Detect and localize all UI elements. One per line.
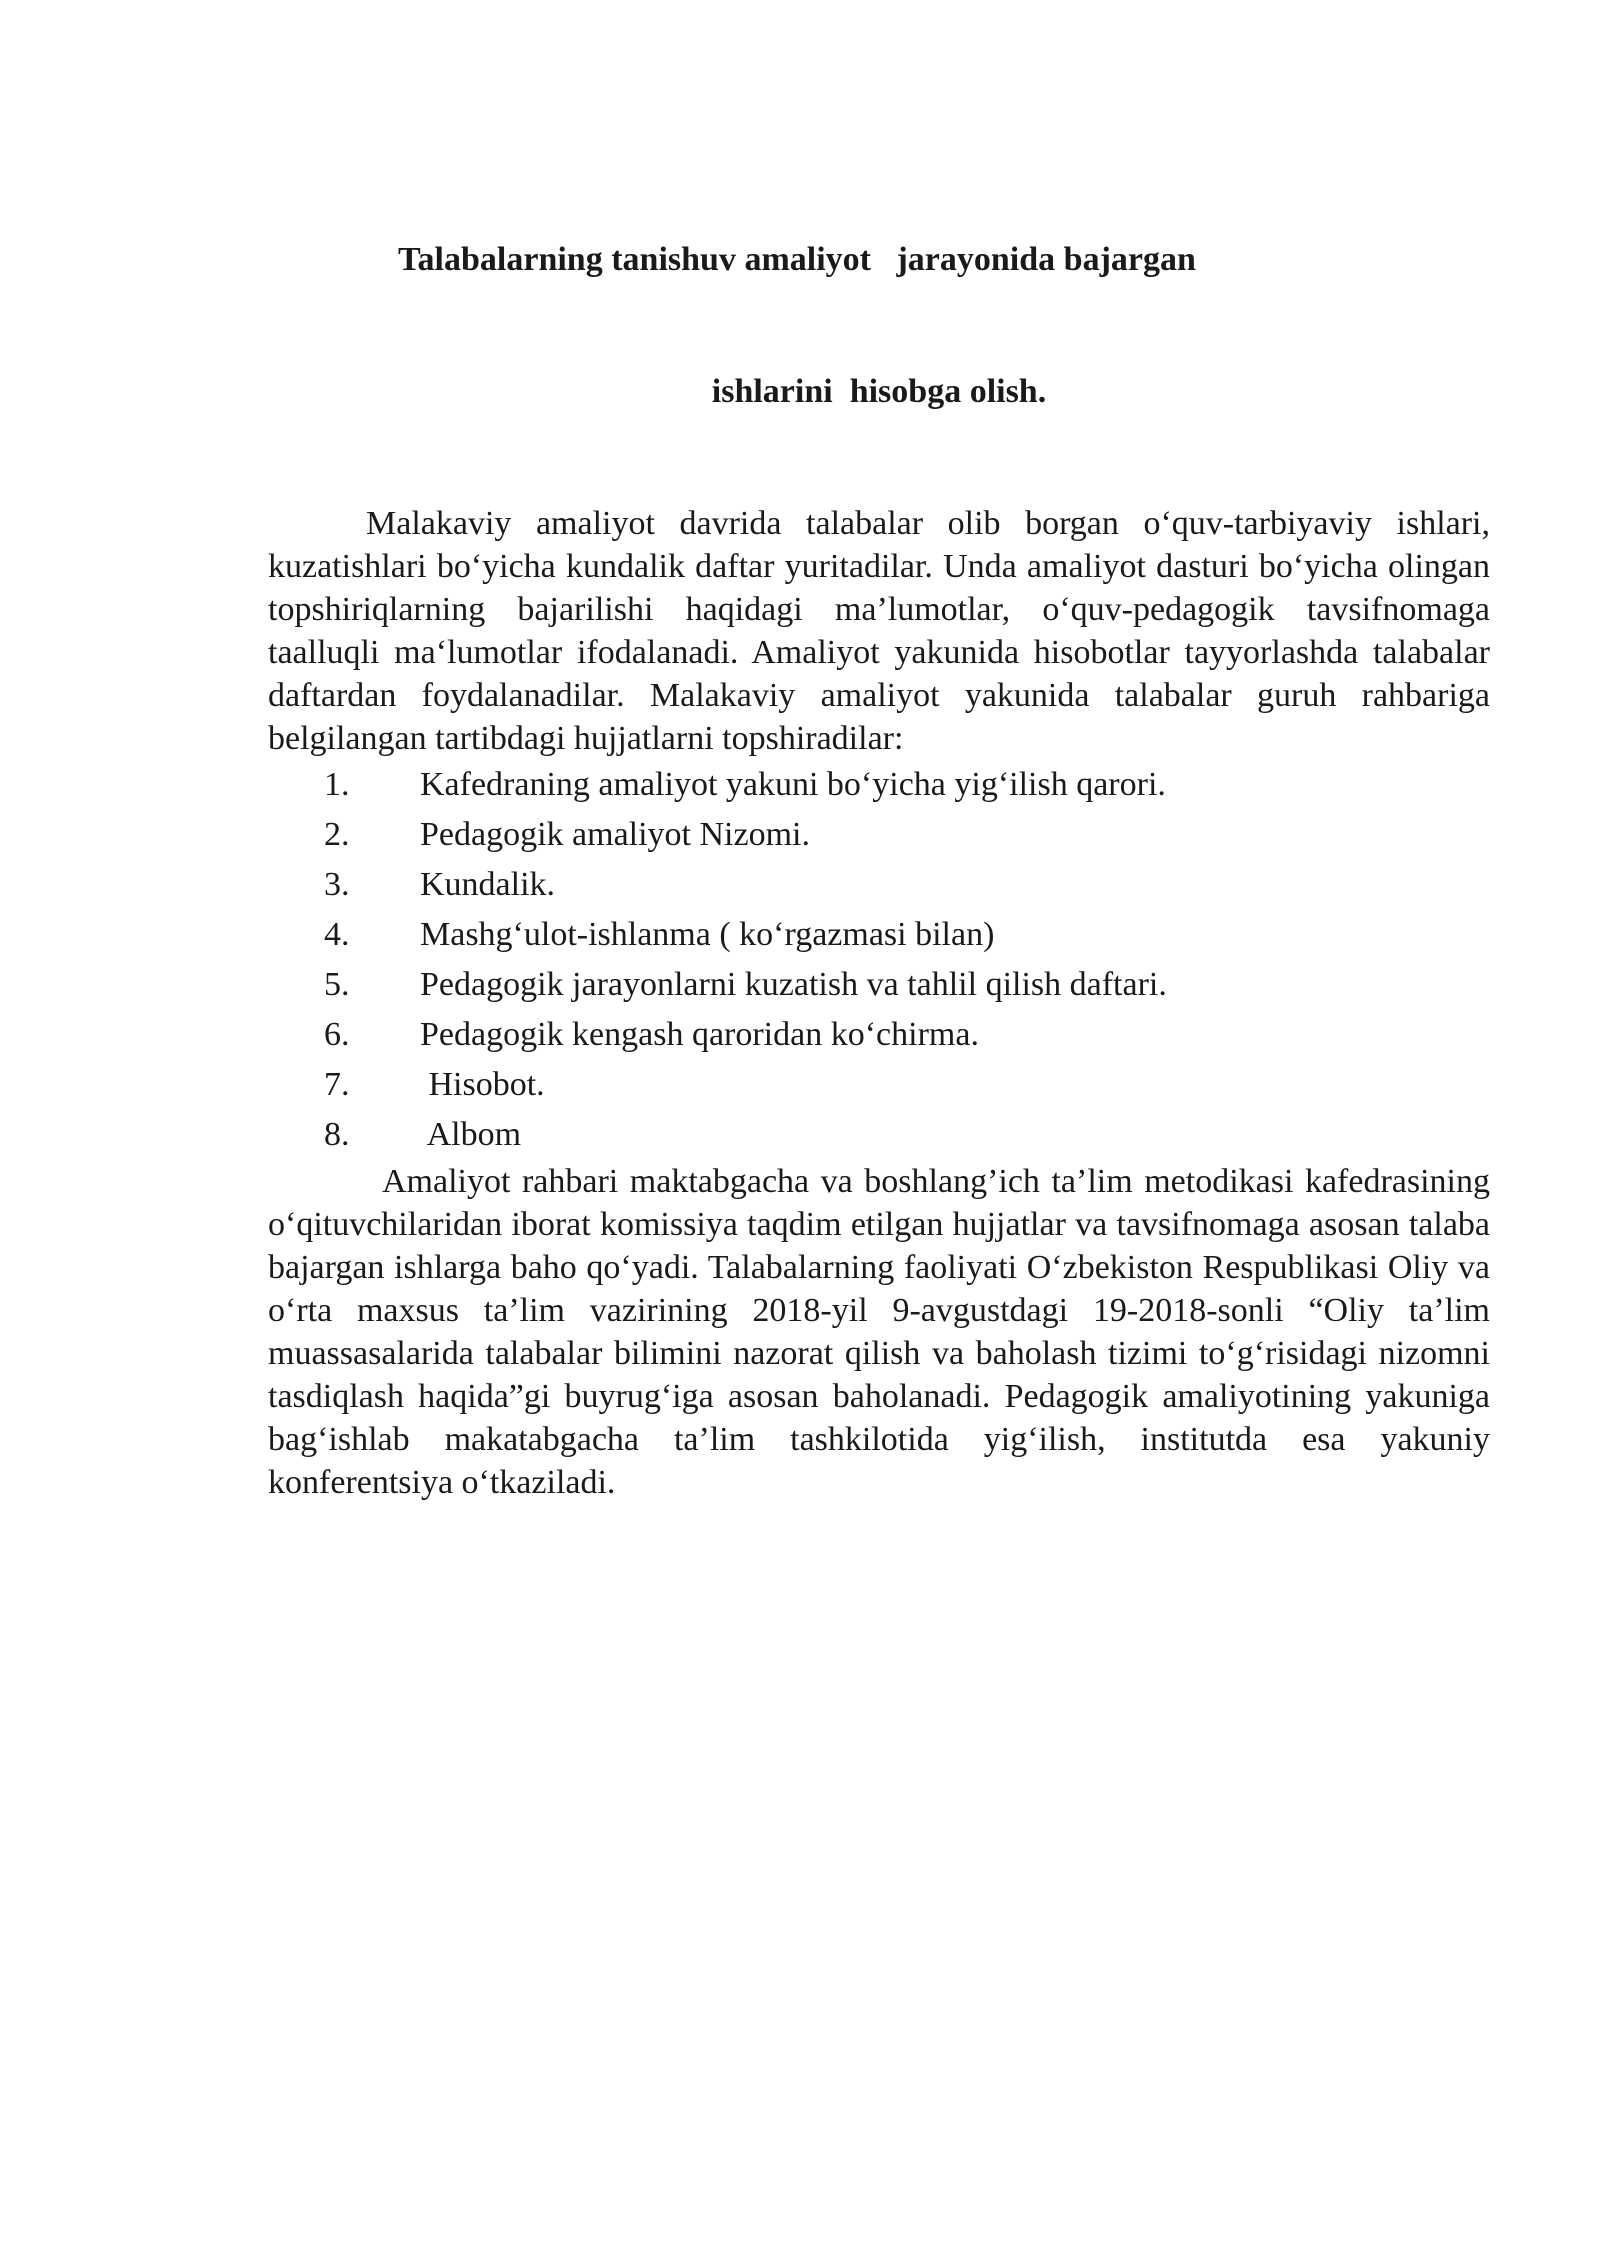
list-item-text: Albom [420, 1116, 522, 1153]
document-page [268, 150, 1490, 1504]
document-title [268, 150, 1490, 502]
list-item-number: 3. [324, 866, 350, 903]
list-item-text: Pedagogik jarayonlarni kuzatish va tahlil qilish daftari. [420, 966, 1167, 1003]
list-item [268, 810, 1490, 860]
list-item-number: 8. [324, 1116, 350, 1153]
list-item [268, 1110, 1490, 1160]
list-item-text: Pedagogik amaliyot Nizomi. [420, 816, 810, 853]
title-line-1: Talabalarning tanishuv amaliyot jarayonida bajargan [398, 241, 1196, 278]
closing-paragraph: Amaliyot rahbari maktabgacha va boshlang’ich ta’lim metodikasi kafedrasining o‘qituvchilaridan iborat komissiya taqdim etilgan hujjatlar va tavsifnomaga asosan talaba bajargan ishlarga baho qo‘yadi. Talabalarning faoliyati O‘zbekiston Respublikasi Oliy va o‘rta maxsus ta’lim vazirining 2018-yil 9-avgustdagi 19-2018-sonli “Oliy ta’lim muassasalarida talabalar bilimini nazorat qilish va baholash tizimi to‘g‘risidagi nizomni tasdiqlash haqida”gi buyrug‘iga asosan baholanadi. Pedagogik amaliyotining yakuniga bag‘ishlab makatabgacha ta’lim tashkilotida yig‘ilish, institutda esa yakuniy konferentsiya o‘tkaziladi. [268, 1163, 1490, 1501]
list-item-number: 2. [324, 816, 350, 853]
list-item-text: Kafedraning amaliyot yakuni bo‘yicha yig‘ilish qarori. [420, 766, 1166, 803]
list-item [268, 860, 1490, 910]
list-item-number: 7. [324, 1066, 350, 1103]
intro-paragraph: Malakaviy amaliyot davrida talabalar olib borgan o‘quv-tarbiyaviy ishlari, kuzatishlari bo‘yicha kundalik daftar yuritadilar. Unda amaliyot dasturi bo‘yicha olingan topshiriqlarning bajarilishi haqidagi ma’lumotlar, o‘quv-pedagogik tavsifnomaga taalluqli ma‘lumotlar ifodalanadi. Amaliyot yakunida hisobotlar tayyorlashda talabalar daftardan foydalanadilar. Malakaviy amaliyot yakunida talabalar guruh rahbariga belgilangan tartibdagi hujjatlarni topshiradilar: [268, 505, 1490, 757]
list-item-number: 6. [324, 1016, 350, 1053]
list-item [268, 910, 1490, 960]
list-item-text: Hisobot. [420, 1066, 545, 1103]
list-item-text: Pedagogik kengash qaroridan ko‘chirma. [420, 1016, 979, 1053]
list-item [268, 1010, 1490, 1060]
list-item [268, 960, 1490, 1010]
list-item [268, 1060, 1490, 1110]
list-item-number: 1. [324, 766, 350, 803]
list-item-text: Mashg‘ulot-ishlanma ( ko‘rgazmasi bilan) [420, 916, 995, 953]
list-item [268, 760, 1490, 810]
title-line-2: ishlarini hisobga olish. [711, 373, 1047, 410]
list-item-number: 5. [324, 966, 350, 1003]
list-item-text: Kundalik. [420, 866, 556, 903]
list-item-number: 4. [324, 916, 350, 953]
documents-list [268, 760, 1490, 1160]
